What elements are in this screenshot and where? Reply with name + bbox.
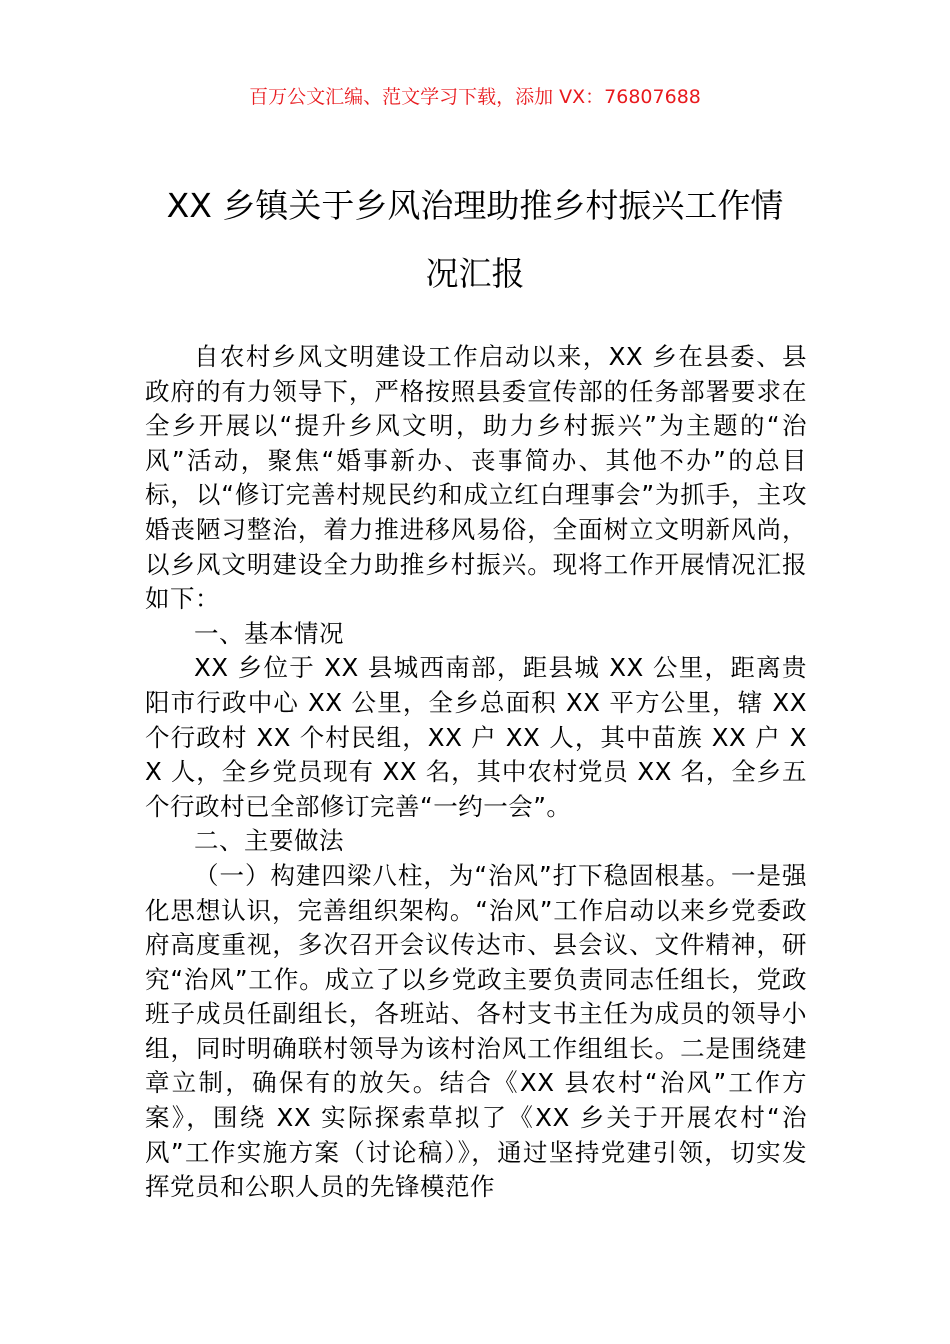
- practice-paragraph-1: （一）构建四梁八柱，为“治风”打下稳固根基。一是强化思想认识，完善组织架构。“治风”工作启动以来乡党委政府高度重视，多次召开会议传达市、县会议、文件精神，研究“治风”工作。成立了以乡党政主要负责同志任组长，党政班子成员任副组长，各班站、各村支书主任为成员的领导小组，同时明确联村领导为该村治风工作组组长。二是围绕建章立制，确保有的放矢。结合《XX 县农村“治风”工作方案》，围绕 XX 实际探索草拟了《XX 乡关于开展农村“治风”工作实施方案（讨论稿）》，通过坚持党建引领，切实发挥党员和公职人员的先锋模范作: [145, 860, 807, 1202]
- section-heading-practices: 二、主要做法: [194, 826, 344, 856]
- section-heading-basic: 一、基本情况: [194, 618, 344, 648]
- header-note: 百万公文汇编、范文学习下载，添加 VX：76807688: [249, 86, 701, 108]
- document-body: [145, 340, 807, 1205]
- basic-situation-paragraph: XX 乡位于 XX 县城西南部，距县城 XX 公里，距离贵阳市行政中心 XX 公里，全乡总面积 XX 平方公里，辖 XX 个行政村 XX 个村民组，XX 户 XX 人，其中苗族 XX 户 XX 人，全乡党员现有 XX 名，其中农村党员 XX 名，全乡五个行政村已全部修订完善“一约一会”。: [145, 653, 807, 821]
- document-title: [140, 172, 810, 308]
- title-line-1: XX 乡镇关于乡风治理助推乡村振兴工作情: [166, 186, 784, 225]
- title-line-2: 况汇报: [425, 254, 525, 293]
- intro-paragraph: 自农村乡风文明建设工作启动以来，XX 乡在县委、县政府的有力领导下，严格按照县委宣传部的任务部署要求在全乡开展以“提升乡风文明，助力乡村振兴”为主题的“治风”活动，聚焦“婚事新办、丧事简办、其他不办”的总目标，以“修订完善村规民约和成立红白理事会”为抓手，主攻婚丧陋习整治，着力推进移风易俗，全面树立文明新风尚，以乡风文明建设全力助推乡村振兴。现将工作开展情况汇报如下：: [145, 342, 807, 614]
